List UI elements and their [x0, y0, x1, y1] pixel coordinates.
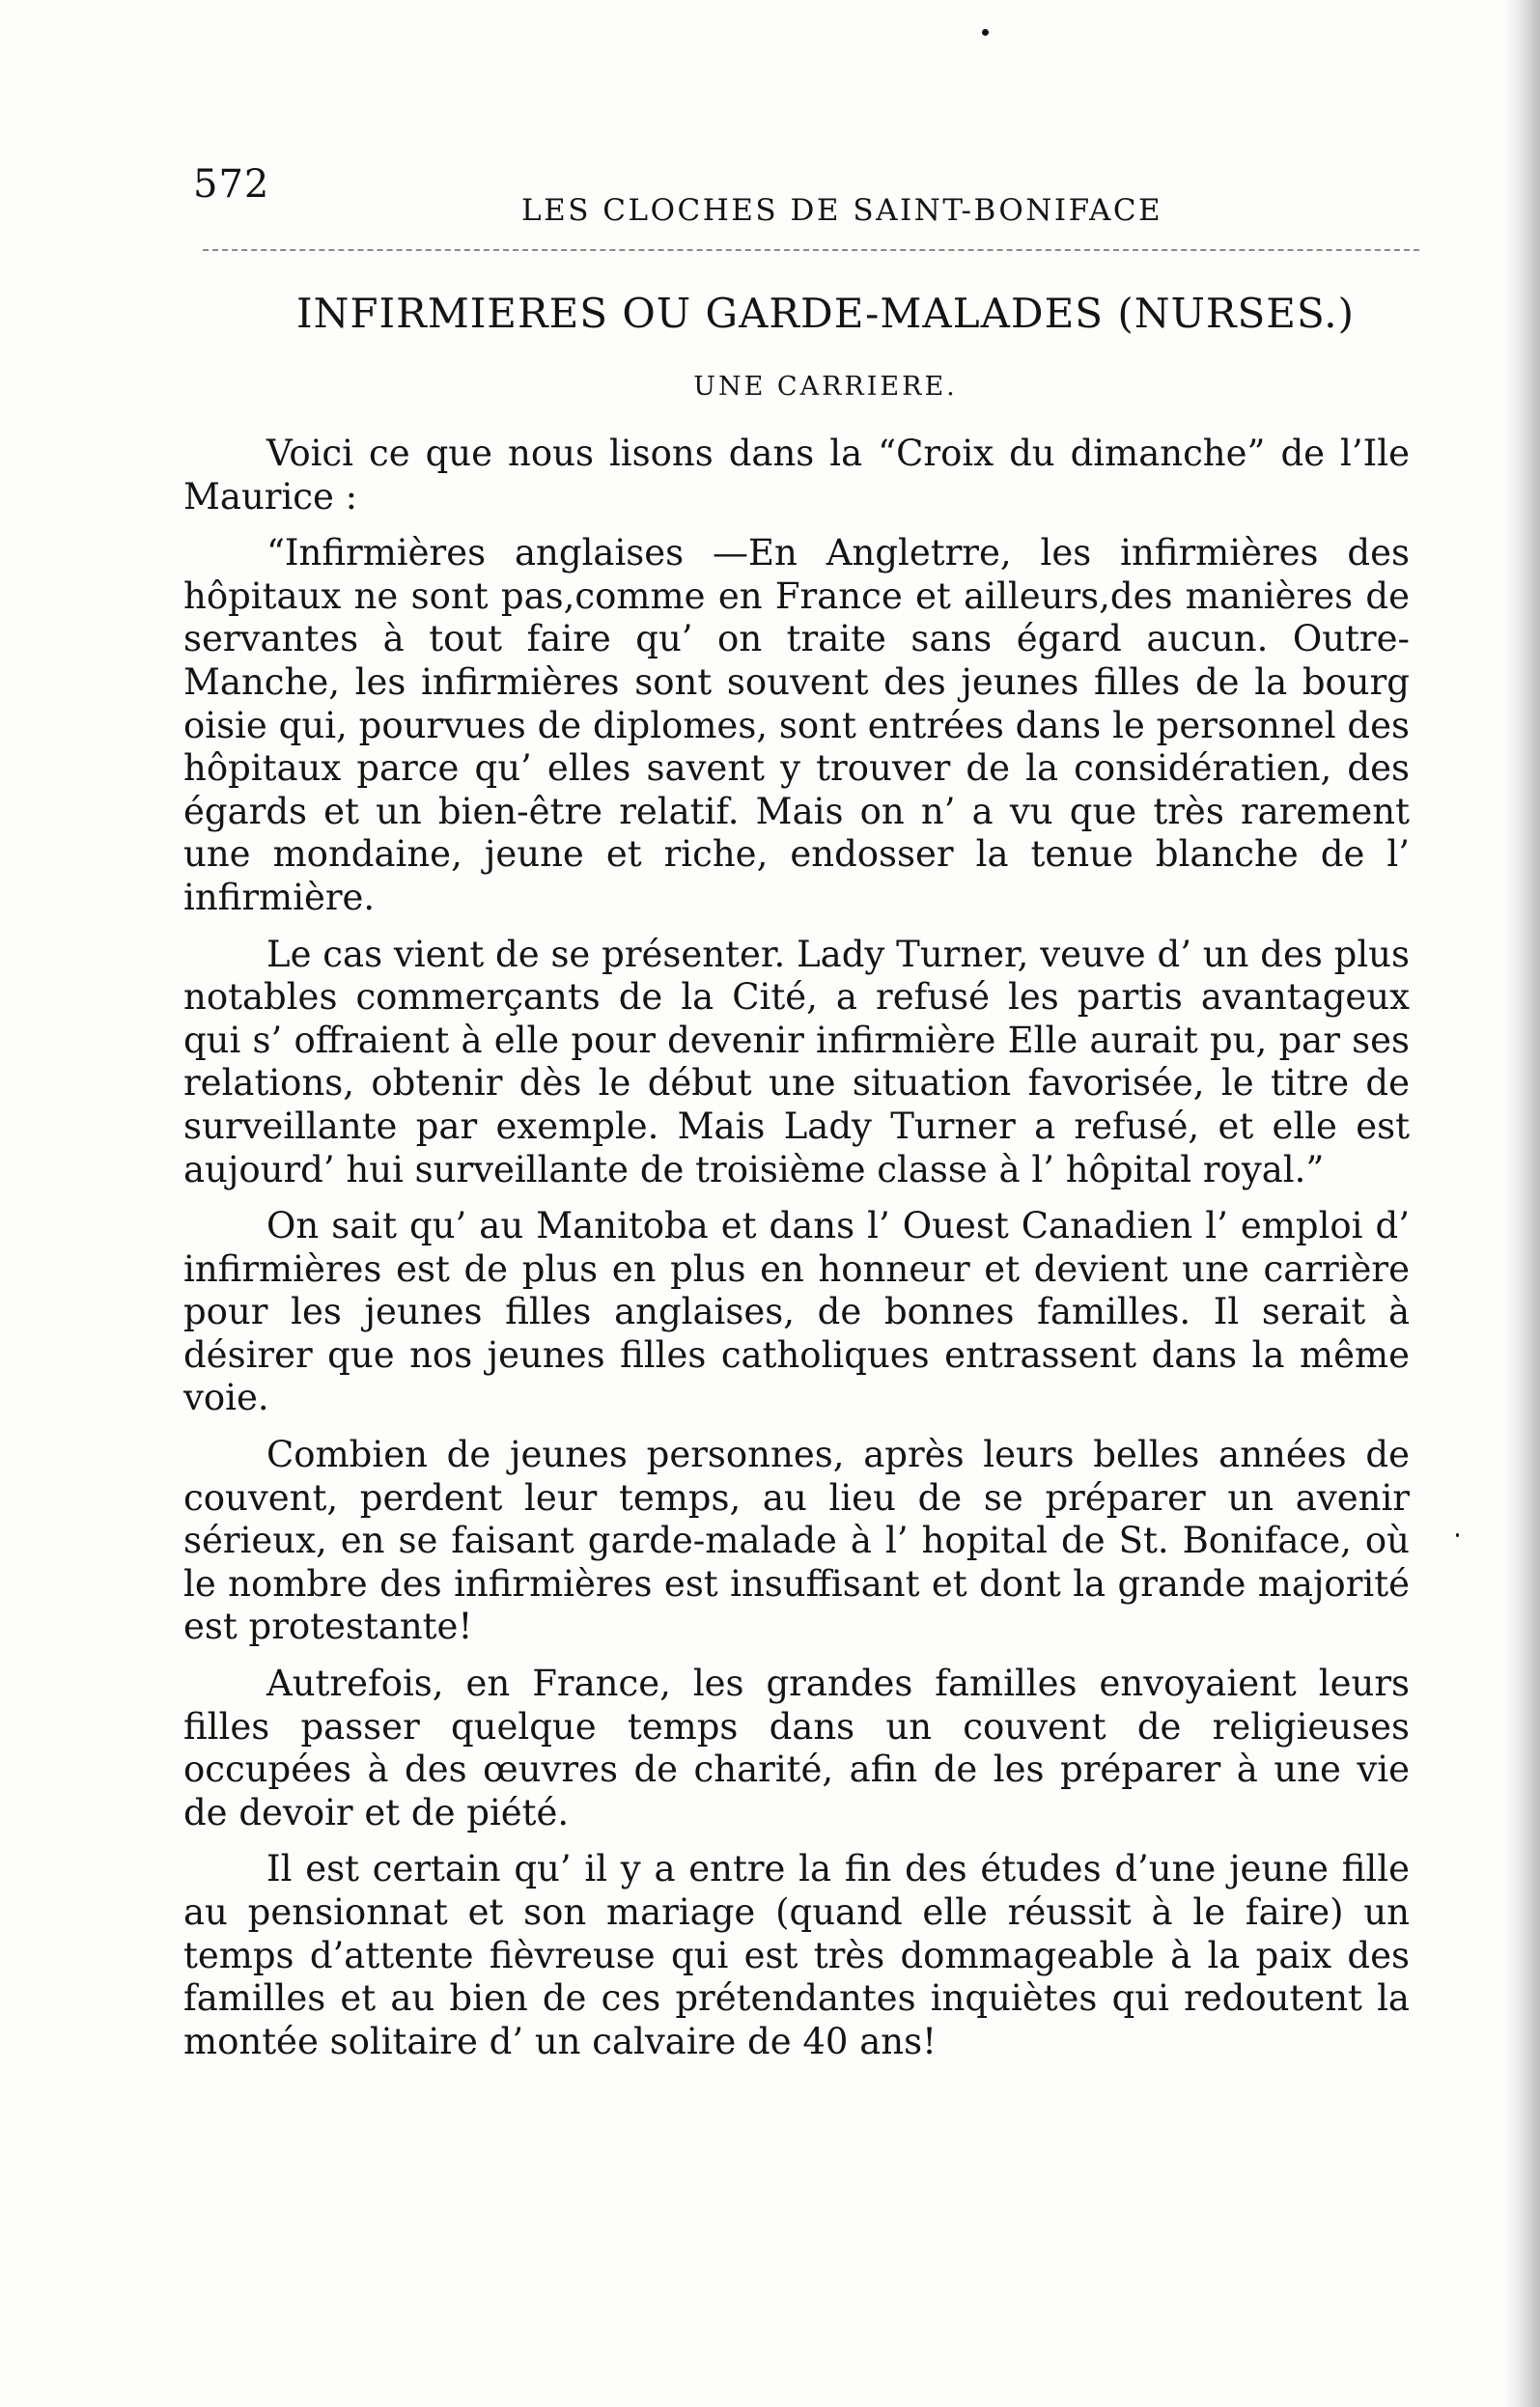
ink-speck [982, 29, 989, 36]
article-subtitle: UNE CARRIERE. [693, 372, 958, 402]
paragraph: Il est certain qu’ il y a entre la fin des études d’une jeune fille au pensionnat et son mariage (quand elle réussit à le faire) un temps d’attente fièvreuse qui est très dommageable à la paix des familles et au bien de ces prétendantes inquiètes qui redoutent la montée solitaire d’ un calvaire de 40 ans! [183, 1848, 1410, 2062]
article-body [183, 433, 1410, 2077]
header-rule [203, 249, 1419, 251]
page-number: 572 [193, 162, 270, 207]
page-edge-shadow [1503, 0, 1540, 2407]
paragraph: On sait qu’ au Manitoba et dans l’ Ouest Canadien l’ emploi d’ infirmières est de plus en plus en honneur et devient une carrière pour les jeunes filles anglaises, de bonnes familles. Il serait à désirer que nos jeunes filles catholiques entrassent dans la même voie. [183, 1205, 1410, 1419]
paragraph: Voici ce que nous lisons dans la “Croix du dimanche” de l’Ile Maurice : [183, 433, 1410, 518]
paragraph: “Infirmières anglaises —En Angletrre, les infirmières des hôpitaux ne sont pas,comme en France et ailleurs,des manières de servantes à tout faire qu’ on traite sans égard aucun. Outre-Manche, les infirmières sont souvent des jeunes filles de la bourg oisie qui, pourvues de diplomes, sont entrées dans le personnel des hôpitaux parce qu’ elles savent y trouver de la considératien, des égards et un bien-être relatif. Mais on n’ a vu que très rarement une mondaine, jeune et riche, endosser la tenue blanche de l’ infirmière. [183, 532, 1410, 918]
paragraph: Autrefois, en France, les grandes familles envoyaient leurs filles passer quelque temps dans un couvent de religieuses occupées à des œuvres de charité, afin de les préparer à une vie de devoir et de piété. [183, 1663, 1410, 1833]
paragraph: Combien de jeunes personnes, après leurs belles années de couvent, perdent leur temps, au lieu de se préparer un avenir sérieux, en se faisant garde-malade à l’ hopital de St. Boniface, où le nombre des infirmières est insuffisant et dont la grande majorité est protestante! [183, 1434, 1410, 1648]
ink-speck [1456, 1533, 1459, 1537]
article-title: INFIRMIERES OU GARDE-MALADES (NURSES.) [296, 290, 1355, 337]
paragraph: Le cas vient de se présenter. Lady Turner, veuve d’ un des plus notables commerçants de la Cité, a refusé les partis avantageux qui s’ offraient à elle pour devenir infirmière Elle aurait pu, par ses relations, obtenir dès le début une situation favorisée, le titre de surveillante par exemple. Mais Lady Turner a refusé, et elle est aujourd’ hui surveillante de troisième classe à l’ hôpital royal.” [183, 933, 1410, 1190]
running-title: LES CLOCHES DE SAINT-BONIFACE [521, 193, 1163, 228]
